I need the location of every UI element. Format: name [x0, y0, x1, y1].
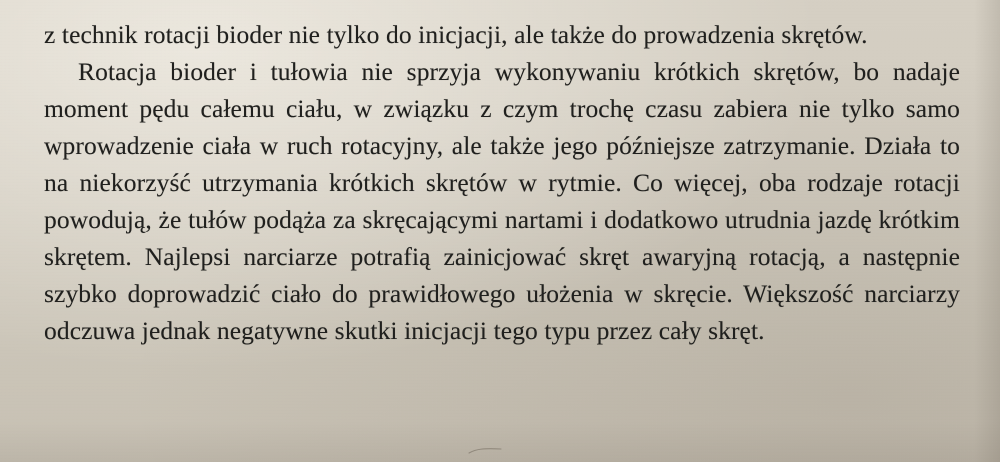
pencil-stroke-mark: [468, 447, 502, 455]
page-edge-shadow-bottom: [0, 422, 1000, 462]
paragraph-continuation: z technik rotacji bioder nie tylko do inicjacji, ale także do prowadzenia skrętów.: [44, 20, 868, 49]
body-text-block: [44, 16, 960, 349]
paragraph-rotacja-bioder: Rotacja bioder i tułowia nie sprzyja wykonywaniu krótkich skrętów, bo nadaje moment pędu całemu ciału, w związku z czym trochę czasu zabiera nie tylko samo wprowadzenie ciała w ruch rotacyjny, ale także jego późniejsze zatrzymanie. Działa to na niekorzyść utrzymania krótkich skrętów w rytmie. Co więcej, oba rodzaje rotacji powodują, że tułów podąża za skręcającymi nartami i dodatkowo utrudnia jazdę krótkim skrętem. Najlepsi narciarze potrafią zainicjować skręt awaryjną rotacją, a następnie szybko doprowadzić ciało do prawidłowego ułożenia w skręcie. Większość narciarzy odczuwa jednak negatywne skutki inicjacji tego typu przez cały skręt.: [44, 57, 960, 345]
page-edge-shadow-right: [974, 0, 1000, 462]
